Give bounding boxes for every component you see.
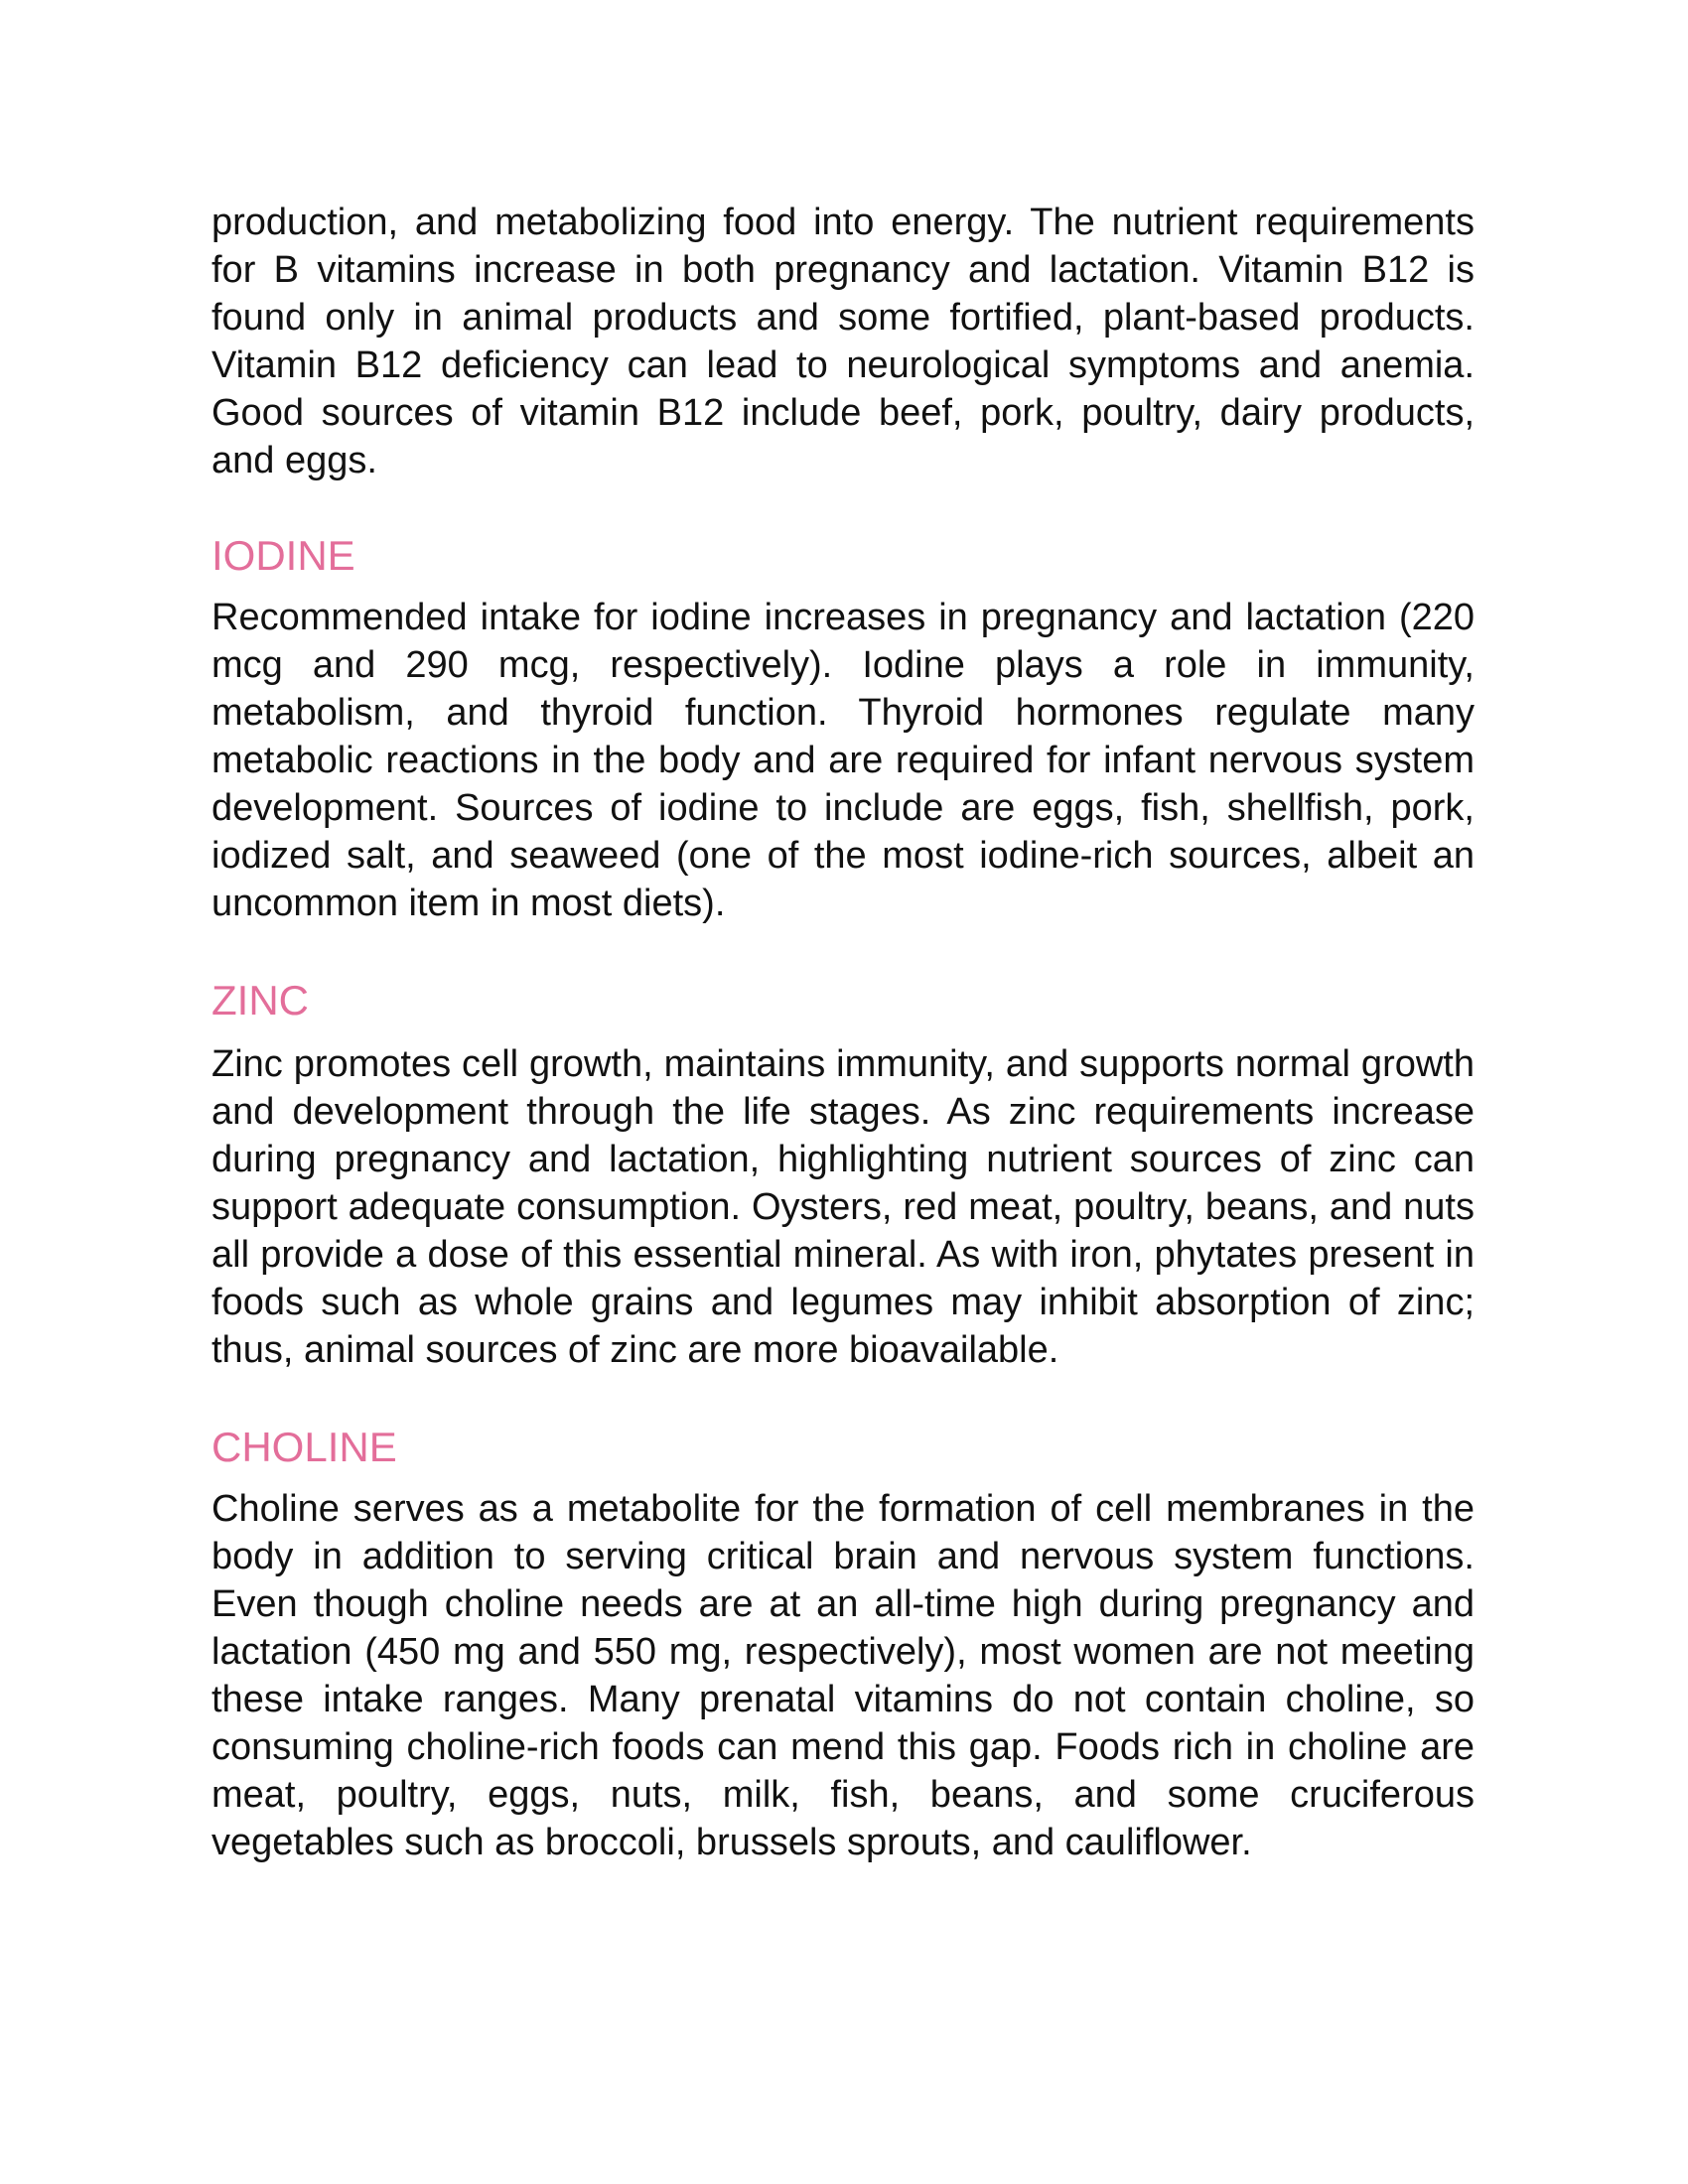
document-page xyxy=(211,199,1475,1866)
section-heading-zinc: ZINC xyxy=(211,977,309,1024)
section-body-zinc: Zinc promotes cell growth, maintains immunity, and supports normal growth and development through the life stages. As zinc requirements increase during pregnancy and lactation, highlighting nutrient sources of zinc can support adequate consumption. Oysters, red meat, poultry, beans, and nuts all provide a dose of this essential mineral. As with iron, phytates present in foods such as whole grains and legumes may inhibit absorption of zinc; thus, animal sources of zinc are more bioavailable. xyxy=(211,1043,1475,1371)
intro-paragraph: production, and metabolizing food into energy. The nutrient requirements for B vitamins increase in both pregnancy and lactation. Vitamin B12 is found only in animal products and some fortified, plant-based products. Vitamin B12 deficiency can lead to neurological symptoms and anemia. Good sources of vitamin B12 include beef, pork, poultry, dairy products, and eggs. xyxy=(211,202,1475,481)
section-body-iodine: Recommended intake for iodine increases in pregnancy and lactation (220 mcg and 290 mcg, respectively). Iodine plays a role in immunity, metabolism, and thyroid function. Thyroid hormones regulate many metabolic reactions in the body and are required for infant nervous system development. Sources of iodine to include are eggs, fish, shellfish, pork, iodized salt, and seaweed (one of the most iodine-rich sources, albeit an uncommon item in most diets). xyxy=(211,597,1475,924)
section-heading-choline: CHOLINE xyxy=(211,1424,397,1470)
section-body-choline: Choline serves as a metabolite for the formation of cell membranes in the body in addition to serving critical brain and nervous system functions. Even though choline needs are at an all-time high during pregnancy and lactation (450 mg and 550 mg, respectively), most women are not meeting these intake ranges. Many prenatal vitamins do not contain choline, so consuming choline-rich foods can mend this gap. Foods rich in choline are meat, poultry, eggs, nuts, milk, fish, beans, and some cruciferous vegetables such as broccoli, brussels sprouts, and cauliflower. xyxy=(211,1488,1475,1863)
section-heading-iodine: IODINE xyxy=(211,532,355,579)
